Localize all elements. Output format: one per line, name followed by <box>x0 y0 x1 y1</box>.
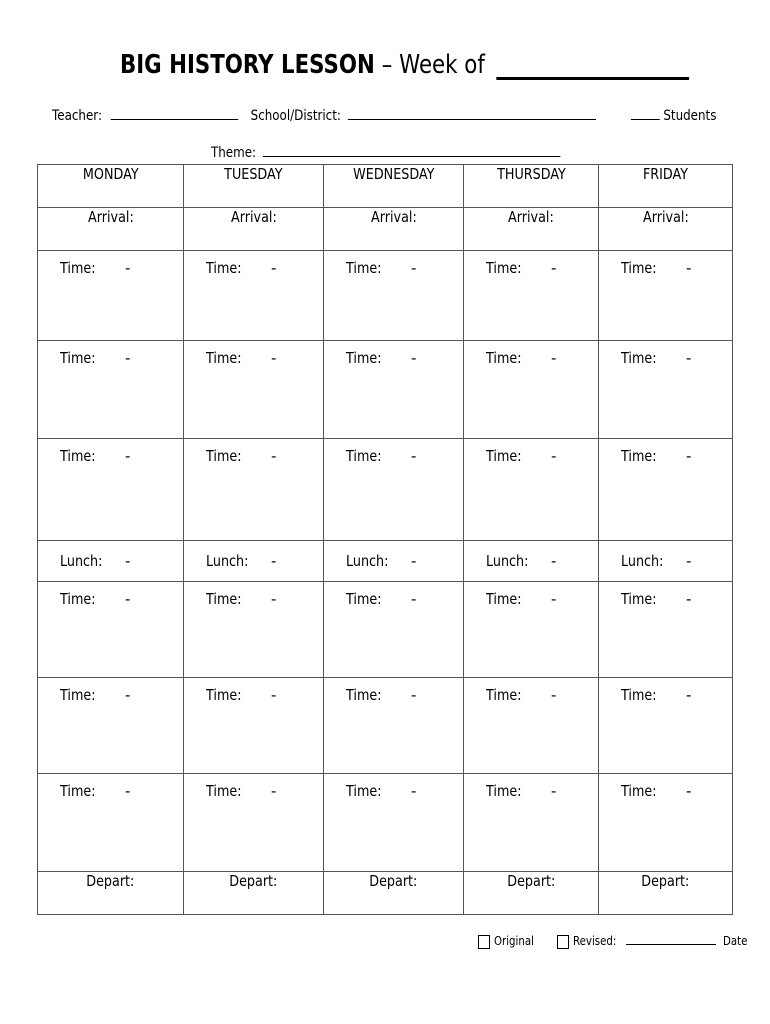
time-slot-cell[interactable]: Time: - <box>599 251 733 341</box>
date-label: Date <box>723 934 748 948</box>
depart-cell[interactable]: Depart: <box>599 872 733 915</box>
teacher-row <box>52 106 716 124</box>
time-slot-cell[interactable]: Time: - <box>599 582 733 678</box>
arrival-cell[interactable]: Arrival: <box>599 208 733 251</box>
time-slot-cell[interactable]: Time: - <box>464 774 599 872</box>
theme-label: Theme: <box>211 145 257 161</box>
time-slot-cell[interactable]: Time: - <box>464 341 599 439</box>
title-week-of: – Week of <box>381 50 485 80</box>
time-slot-cell[interactable]: Time: - <box>184 678 324 774</box>
depart-cell[interactable]: Depart: <box>464 872 599 915</box>
time-slot-cell[interactable]: Time: - <box>38 582 184 678</box>
time-slot-cell[interactable]: Time: - <box>184 251 324 341</box>
time-slot-row <box>38 678 733 774</box>
teacher-label: Teacher: <box>52 108 102 124</box>
time-slot-cell[interactable]: Time: - <box>464 251 599 341</box>
revised-date-field[interactable] <box>626 934 716 945</box>
original-checkbox[interactable] <box>478 935 490 949</box>
time-slot-cell[interactable]: Time: - <box>38 439 184 541</box>
depart-cell[interactable]: Depart: <box>324 872 464 915</box>
time-slot-cell[interactable]: Time: - <box>464 678 599 774</box>
time-slot-row <box>38 774 733 872</box>
lesson-schedule-table <box>37 164 733 915</box>
day-header: THURSDAY <box>464 165 599 208</box>
time-slot-cell[interactable]: Time: - <box>184 774 324 872</box>
theme-field[interactable] <box>263 143 560 157</box>
time-slot-row <box>38 251 733 341</box>
footer <box>478 934 752 949</box>
day-header: MONDAY <box>38 165 184 208</box>
time-slot-cell[interactable]: Time: - <box>464 439 599 541</box>
time-slot-cell[interactable]: Time: - <box>38 774 184 872</box>
original-label: Original <box>494 934 534 948</box>
time-slot-cell[interactable]: Time: - <box>464 582 599 678</box>
time-slot-row <box>38 439 733 541</box>
arrival-cell[interactable]: Arrival: <box>38 208 184 251</box>
time-slot-cell[interactable]: Time: - <box>324 439 464 541</box>
time-slot-cell[interactable]: Time: - <box>38 251 184 341</box>
title-main: BIG HISTORY LESSON <box>120 50 375 80</box>
depart-cell[interactable]: Depart: <box>184 872 324 915</box>
revised-label: Revised: <box>572 934 617 948</box>
time-slot-cell[interactable]: Time: - <box>599 439 733 541</box>
teacher-field[interactable] <box>111 106 239 120</box>
week-of-field[interactable] <box>497 51 690 80</box>
lunch-cell[interactable]: Lunch: - <box>464 541 599 582</box>
time-slot-cell[interactable]: Time: - <box>324 774 464 872</box>
depart-cell[interactable]: Depart: <box>38 872 184 915</box>
arrival-cell[interactable]: Arrival: <box>184 208 324 251</box>
day-header-row <box>38 165 733 208</box>
arrival-row <box>38 208 733 251</box>
lunch-cell[interactable]: Lunch: - <box>38 541 184 582</box>
revised-checkbox[interactable] <box>557 935 569 949</box>
time-slot-row <box>38 341 733 439</box>
theme-row <box>211 143 561 161</box>
page-title <box>120 50 689 80</box>
arrival-cell[interactable]: Arrival: <box>464 208 599 251</box>
lunch-cell[interactable]: Lunch: - <box>599 541 733 582</box>
students-label: Students <box>663 108 717 124</box>
day-header: FRIDAY <box>599 165 733 208</box>
day-header: WEDNESDAY <box>324 165 464 208</box>
day-header: TUESDAY <box>184 165 324 208</box>
time-slot-cell[interactable]: Time: - <box>324 341 464 439</box>
time-slot-row <box>38 582 733 678</box>
time-slot-cell[interactable]: Time: - <box>184 341 324 439</box>
students-count-field[interactable] <box>631 106 660 120</box>
time-slot-cell[interactable]: Time: - <box>38 678 184 774</box>
school-field[interactable] <box>348 106 596 120</box>
time-slot-cell[interactable]: Time: - <box>599 341 733 439</box>
time-slot-cell[interactable]: Time: - <box>184 582 324 678</box>
time-slot-cell[interactable]: Time: - <box>38 341 184 439</box>
time-slot-cell[interactable]: Time: - <box>324 251 464 341</box>
time-slot-cell[interactable]: Time: - <box>324 678 464 774</box>
lunch-cell[interactable]: Lunch: - <box>324 541 464 582</box>
depart-row <box>38 872 733 915</box>
school-label: School/District: <box>250 108 341 124</box>
time-slot-cell[interactable]: Time: - <box>599 774 733 872</box>
lunch-cell[interactable]: Lunch: - <box>184 541 324 582</box>
time-slot-cell[interactable]: Time: - <box>599 678 733 774</box>
lunch-row <box>38 541 733 582</box>
arrival-cell[interactable]: Arrival: <box>324 208 464 251</box>
time-slot-cell[interactable]: Time: - <box>184 439 324 541</box>
time-slot-cell[interactable]: Time: - <box>324 582 464 678</box>
